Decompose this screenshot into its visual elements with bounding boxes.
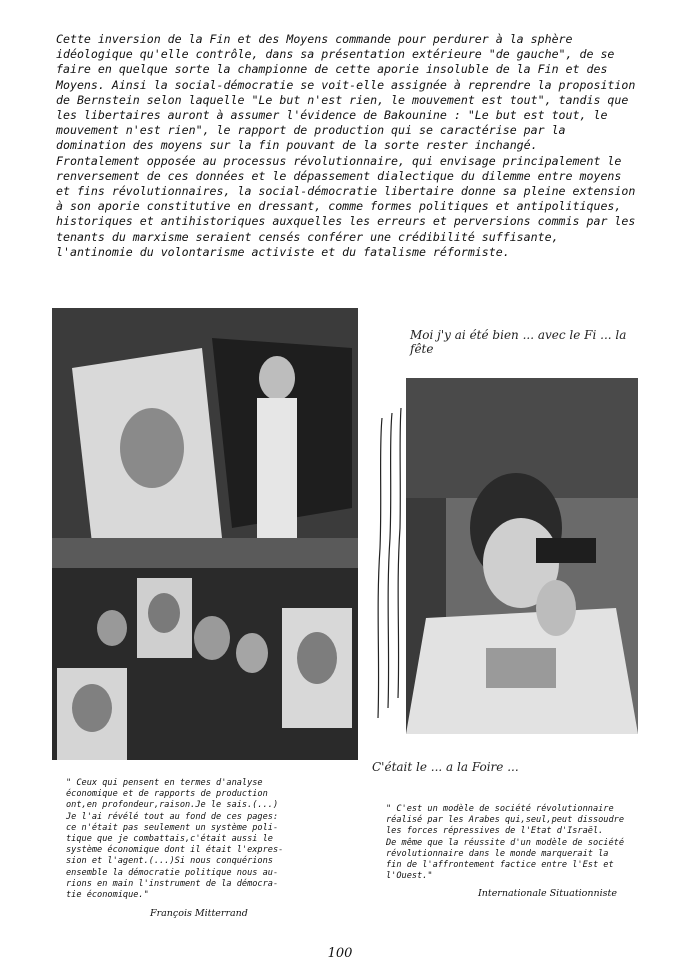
mitterrand-attribution: François Mitterrand xyxy=(150,908,248,919)
body-paragraph-2: Frontalement opposée au processus révolutionnaire, qui envisage principalement le renversement de ces données et le dépassement dialectique du dilemme entre moyens et fins révolutionnaires, la social-démocratie libertaire donne sa pleine extension à son aporie constitutive en dressant, comme formes politiques et antipolitiques, historiques et antihistoriques auxquelles les erreurs et perversions commis par les tenants du marxisme seraient censés conférer une crédibilité suffisante, l'antinomie du volontarisme activiste et du fatalisme réformiste. xyxy=(56,153,636,259)
mitterrand-quote: " Ceux qui pensent en termes d'analyse économique et de rapports de production ont,en profondeur,raison.Je le sais.(...) Je l'ai révélé tout au fond de ces pages: ce n'était pas seulement un système poli- tique que je combattais,c'était aussi le système économique dont il était l'expres- sion et l'agent.(...)Si nous conquérions ensemble la démocratie politique nous au- rions en main l'instrument de la démocra- tie économique." xyxy=(66,778,284,901)
situationniste-quote: " C'est un modèle de société révolutionnaire réalisé par les Arabes qui,seul,peut dissoudre les forces répressives de l'Etat d'Israël. De même que la réussite d'un modèle de société révolutionnaire dans le monde marquerait la fin de l'affrontement factice entre l'Est et l'Ouest." xyxy=(386,804,624,882)
page-number: 100 xyxy=(327,946,353,961)
body-paragraph-1: Cette inversion de la Fin et des Moyens commande pour perdurer à la sphère idéologique qu'elle contrôle, dans sa présentation extérieure "de gauche", de se faire en quelque sorte la championne de cette aporie insoluble de la Fin et des Moyens. Ainsi la social-démocratie se voit-elle assignée à reprendre la proposition de Bernstein selon laquelle "Le but n'est rien, le mouvement est tout", tandis que les libertaires auront à assumer l'évidence de Bakounine : "Le but est tout, le mouvement n'est rien", le rapport de production qui se caractérise par la domination des moyens sur la fin pouvant de la sorte rester inchangé. xyxy=(56,32,636,153)
handwritten-note-bottom: C'était le ... a la Foire ... xyxy=(372,760,519,774)
handwritten-note-vertical xyxy=(370,408,406,728)
photo-mitterrand-rally xyxy=(52,308,358,760)
situationniste-attribution: Internationale Situationniste xyxy=(478,888,617,899)
body-text xyxy=(56,32,636,260)
handwritten-note-top: Moi j'y ai été bien ... avec le Fi ... la fête xyxy=(410,328,627,356)
photo-portrait-man xyxy=(406,378,638,734)
